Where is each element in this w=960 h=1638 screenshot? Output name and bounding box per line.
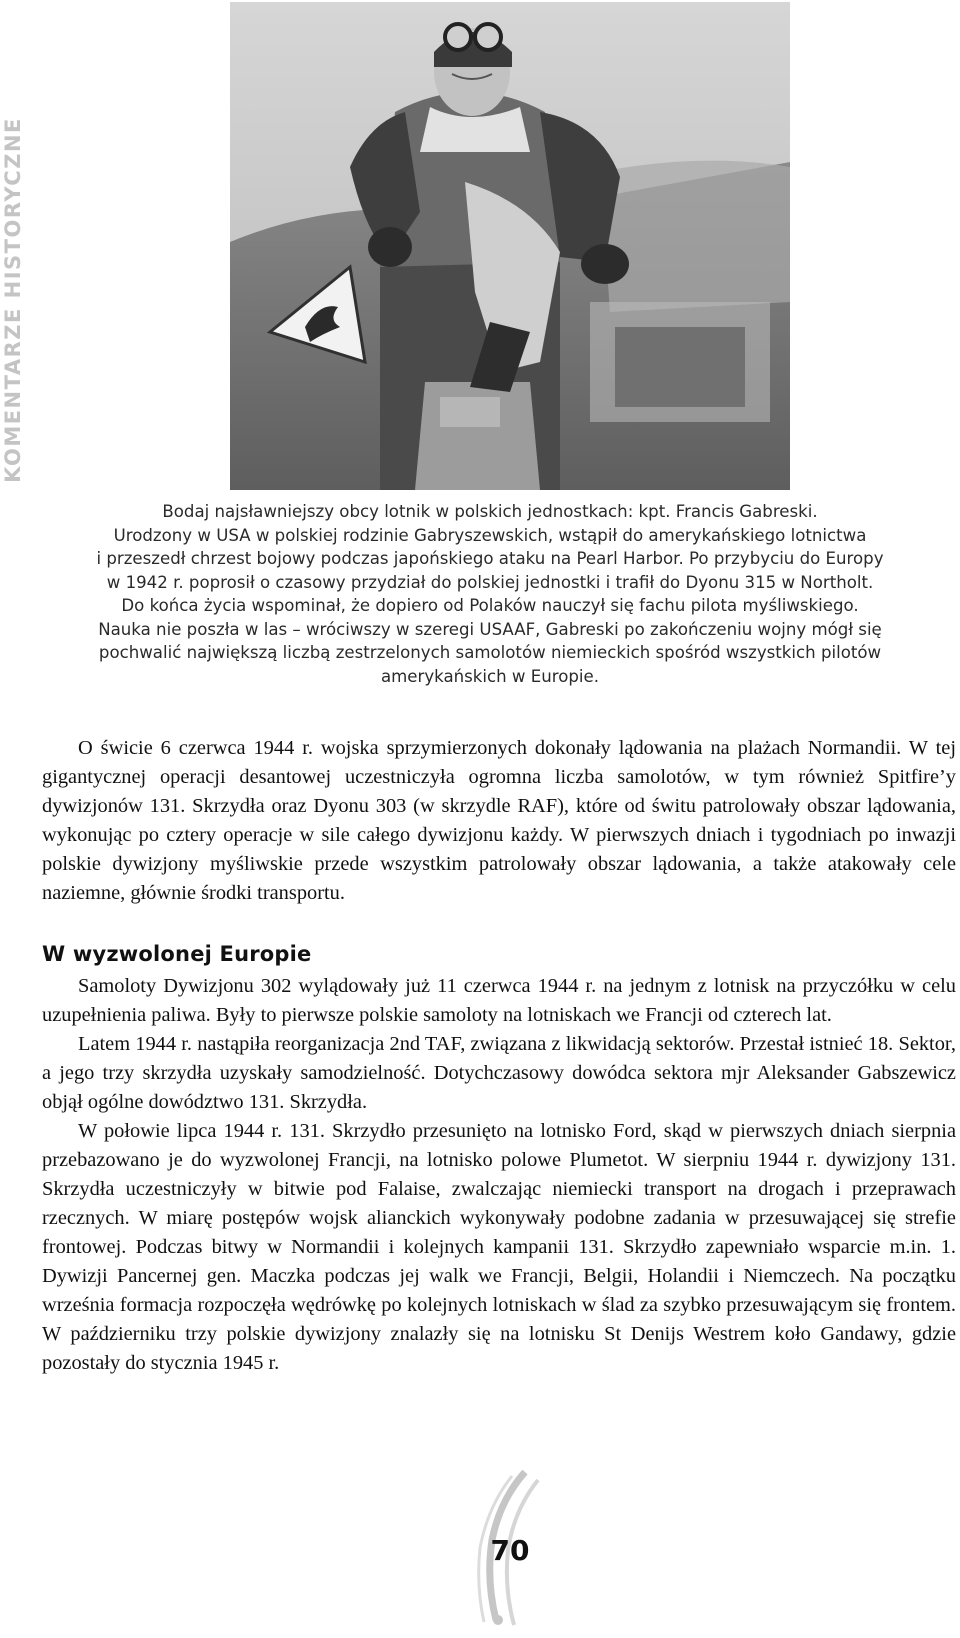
section-paragraph: Samoloty Dywizjonu 302 wylądowały już 11 czerwca 1944 r. na jednym z lotnisk na przyczółku w celu uzupełnienia paliwa. Były to pierwsze polskie samoloty na lotniskach we Francji od czterech lat. — [42, 975, 956, 1026]
photo-caption — [40, 500, 940, 688]
section-paragraph: W połowie lipca 1944 r. 131. Skrzydło przesunięto na lotnisko Ford, skąd w pierwszych dniach sierpnia przebazowano je do wyzwolonej Francji, na lotnisko polowe Plumetot. W sierpniu 1944 r. dywizjony 131. Skrzydła uczestniczyły w bitwie pod Falaise, zwalczając niemiecki transport na drogach i przeprawach rzecznych. W miarę postępów wojsk alianckich wykonywały podobne zadania w przesuwającej się strefie frontowej. Podczas bitwy w Normandii i kolejnych kampanii 131. Skrzydło zapewniało wsparcie m.in. 1. Dywizji Pancernej gen. Maczka podczas jej walk we Francji, Belgii, Holandii i Niemczech. Na początku września formacja rozpoczęła wędrówkę po kolejnych lotniskach w ślad za szybko przesuwającym się frontem. W październiku trzy polskie dywizjony znalazły się na lotnisku St Denijs Westrem koło Gandawy, gdzie pozostały do stycznia 1945 r. — [42, 1120, 956, 1374]
intro-paragraph: O świcie 6 czerwca 1944 r. wojska sprzymierzonych dokonały lądowania na plażach Normandii. W tej gigantycznej operacji desantowej uczestniczyła ogromna liczba samolotów, w tym również Spitfire’y dywizjonów 131. Skrzydła oraz Dyonu 303 (w skrzydle RAF), które od świtu patrolowały obszar lądowania, wykonując po cztery operacje w sile całego dywizjonu każdy. W pierwszych dniach i tygodniach po inwazji polskie dywizjony myśliwskie przede wszystkim patrolowały obszar lądowania, a także atakowały cele naziemne, głównie środki transportu. — [42, 737, 956, 904]
section-paragraph: Latem 1944 r. nastąpiła reorganizacja 2nd TAF, związana z likwidacją sektorów. Przestał istnieć 18. Sektor, a jego trzy skrzydła uzyskały samodzielność. Dotychczasowy dowódca sektora mjr Aleksander Gabszewicz objął ogólne dowództwo 131. Skrzydła. — [42, 1033, 956, 1113]
caption-line: Nauka nie poszła w las – wróciwszy w szeregi USAAF, Gabreski po zakończeniu wojny mógł się — [98, 619, 882, 639]
caption-line: i przeszedł chrzest bojowy podczas japońskiego ataku na Pearl Harbor. Po przybyciu do Europy — [96, 549, 884, 568]
side-section-label — [0, 90, 30, 510]
caption-line: pochwalić największą liczbą zestrzelonych samolotów niemieckich spośród wszystkich pilotów — [98, 643, 882, 662]
photo-illustration — [230, 2, 790, 490]
caption-line: Do końca życia wspominał, że dopiero od Polaków nauczył się fachu pilota myśliwskiego. — [121, 596, 859, 615]
section-text-block — [42, 972, 956, 1378]
caption-line: Bodaj najsławniejszy obcy lotnik w polskich jednostkach: kpt. Francis Gabreski. — [162, 502, 818, 521]
side-label-text: KOMENTARZE HISTORYCZNE — [1, 117, 26, 483]
caption-line: w 1942 r. poprosił o czasowy przydział do polskiej jednostki i trafił do Dyonu 315 w Northolt. — [106, 572, 874, 592]
page-number: 70 — [490, 1534, 530, 1567]
photo-pilot-in-cockpit — [230, 2, 790, 490]
section-heading: W wyzwolonej Europie — [42, 942, 312, 966]
intro-text-block — [42, 734, 956, 908]
caption-line: amerykańskich w Europie. — [380, 666, 600, 686]
caption-line: Urodzony w USA w polskiej rodzinie Gabryszewskich, wstąpił do amerykańskiego lotnictwa — [113, 525, 867, 545]
